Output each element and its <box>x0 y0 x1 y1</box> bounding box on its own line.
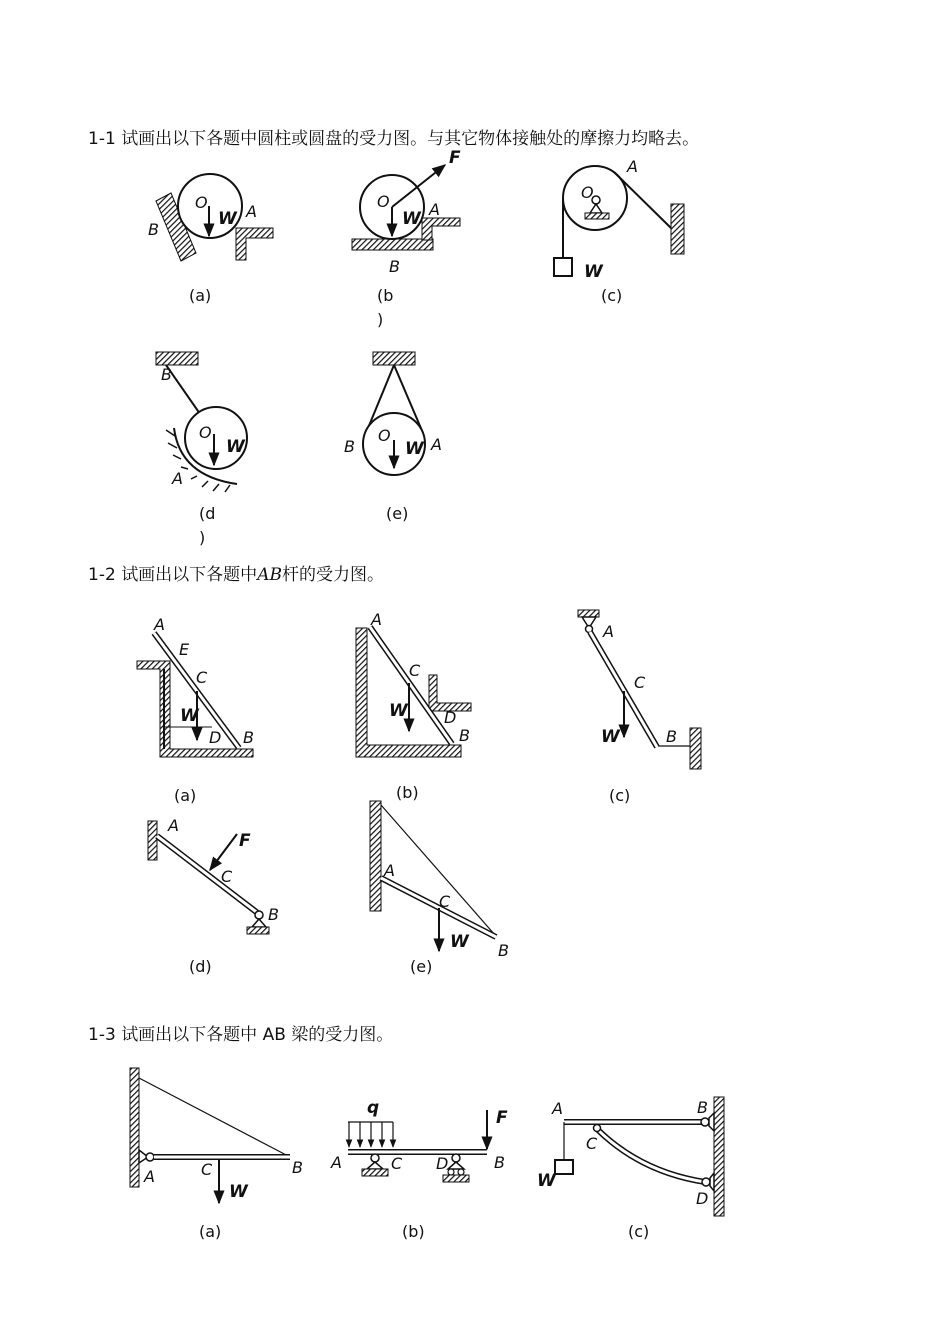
label-C: C <box>221 867 233 886</box>
support-hatch <box>585 213 609 219</box>
label-W: W <box>389 701 408 721</box>
caption-1-3-c: (c) <box>628 1222 650 1241</box>
fig-1-1-e <box>344 352 442 523</box>
caption-1-1-e: (e) <box>386 504 409 523</box>
label-F: F <box>239 831 251 851</box>
problem-1-1-heading: 1-1 试画出以下各题中圆柱或圆盘的受力图。与其它物体接触处的摩擦力均略去。 <box>88 129 700 149</box>
support-hatch-C <box>362 1169 388 1176</box>
pin-support-D <box>710 1173 714 1191</box>
fig-1-2-b <box>356 610 471 802</box>
pin-support-B <box>709 1113 714 1131</box>
pin-D <box>702 1178 710 1186</box>
caption-1-2-e: (e) <box>410 957 433 976</box>
caption-1-1-a: (a) <box>189 286 212 305</box>
label-A: A <box>168 816 179 835</box>
pin-C <box>371 1154 379 1162</box>
label-F: F <box>449 148 461 168</box>
pin-support-C <box>367 1162 383 1169</box>
label-A: A <box>144 1167 155 1186</box>
caption-1-1-d-close: ) <box>199 528 206 547</box>
label-D: D <box>696 1189 709 1208</box>
support-hatch <box>247 927 269 934</box>
ceiling-hatch <box>373 352 415 365</box>
caption-1-1-d: (d <box>199 504 216 523</box>
label-A: A <box>431 435 442 454</box>
caption-1-3-b: (b) <box>402 1222 425 1241</box>
wall-hatch <box>130 1068 139 1187</box>
ceiling-hatch <box>578 610 599 617</box>
label-B: B <box>459 726 470 745</box>
label-O: O <box>195 193 208 212</box>
label-B: B <box>494 1153 505 1172</box>
label-W: W <box>450 932 469 952</box>
caption-1-2-a: (a) <box>174 786 197 805</box>
wall-hatch <box>714 1097 724 1216</box>
wall-hatch <box>370 801 381 911</box>
problem-1-3-heading: 1-3 试画出以下各题中 AB 梁的受力图。 <box>88 1025 394 1045</box>
fig-1-1-d <box>156 352 247 547</box>
fig-1-2-e <box>370 801 509 976</box>
fig-1-1-c <box>554 157 684 305</box>
label-W: W <box>584 262 603 282</box>
label-A: A <box>371 610 382 629</box>
pin-support <box>252 919 266 927</box>
label-B: B <box>389 257 400 276</box>
curved-rod-CD <box>596 1128 705 1182</box>
label-A: A <box>429 200 440 219</box>
wall-hatch <box>671 204 684 254</box>
label-O: O <box>581 183 594 202</box>
label-A: A <box>172 469 183 488</box>
label-W: W <box>226 437 245 457</box>
weight-block <box>555 1160 573 1174</box>
roller-wheel <box>458 1169 464 1175</box>
caption-1-2-c: (c) <box>609 786 631 805</box>
fig-1-2-d <box>148 816 279 976</box>
wall-hatch <box>690 728 701 769</box>
ceiling-hatch <box>156 352 198 365</box>
fig-1-3-c <box>537 1097 724 1241</box>
label-O: O <box>199 423 212 442</box>
label-C: C <box>196 668 208 687</box>
label-A: A <box>552 1099 563 1118</box>
caption-1-1-b: (b <box>377 286 394 305</box>
label-F: F <box>496 1108 508 1128</box>
label-A: A <box>154 615 165 634</box>
label-E: E <box>179 640 190 659</box>
label-W: W <box>405 439 424 459</box>
label-B: B <box>666 727 677 746</box>
pin-C <box>594 1125 601 1132</box>
label-B: B <box>243 728 254 747</box>
label-A: A <box>331 1153 342 1172</box>
pin-A <box>146 1153 154 1161</box>
label-O: O <box>377 192 390 211</box>
roller-support-D <box>448 1162 464 1169</box>
label-q: q <box>367 1098 380 1118</box>
label-C: C <box>439 892 451 911</box>
force-F-arrow <box>210 834 237 870</box>
label-O: O <box>378 426 391 445</box>
fig-1-3-a <box>130 1068 303 1241</box>
step-block-hatch <box>236 228 273 260</box>
label-A: A <box>627 157 638 176</box>
pin-B <box>701 1118 709 1126</box>
label-B: B <box>148 220 159 239</box>
label-C: C <box>586 1134 598 1153</box>
caption-1-2-d: (d) <box>189 957 212 976</box>
label-B: B <box>161 365 172 384</box>
fig-1-2-c <box>578 610 701 805</box>
rope <box>139 1078 290 1157</box>
rod-AB <box>370 627 452 744</box>
label-W: W <box>402 209 421 229</box>
label-W: W <box>537 1171 556 1191</box>
label-B: B <box>292 1158 303 1177</box>
floor-hatch <box>352 239 433 250</box>
curved-rod-CD-outline <box>596 1128 705 1182</box>
label-B: B <box>344 437 355 456</box>
wall-hatch <box>148 821 157 860</box>
caption-1-1-b-close: ) <box>377 310 384 329</box>
label-W: W <box>218 209 237 229</box>
label-C: C <box>409 661 421 680</box>
label-A: A <box>384 861 395 880</box>
caption-1-1-c: (c) <box>601 286 623 305</box>
label-W: W <box>180 706 199 726</box>
label-C: C <box>201 1160 213 1179</box>
caption-1-2-b: (b) <box>396 783 419 802</box>
label-B: B <box>268 905 279 924</box>
label-B: B <box>697 1098 708 1117</box>
fig-1-1-b <box>352 148 461 329</box>
weight-block <box>554 258 572 276</box>
roller-wheel <box>448 1169 454 1175</box>
pin-B <box>255 911 263 919</box>
label-C: C <box>634 673 646 692</box>
label-D: D <box>444 708 457 727</box>
support-hatch-D <box>443 1175 469 1182</box>
step-hatch <box>422 218 460 240</box>
label-C: C <box>391 1154 403 1173</box>
label-A: A <box>246 202 257 221</box>
label-B: B <box>498 941 509 960</box>
fig-1-3-b <box>330 1098 508 1241</box>
label-A: A <box>603 622 614 641</box>
distributed-load-q <box>348 1122 393 1147</box>
label-D: D <box>436 1154 449 1173</box>
label-D: D <box>209 728 222 747</box>
step-hatch <box>429 675 471 711</box>
caption-1-3-a: (a) <box>199 1222 222 1241</box>
fig-1-1-a <box>148 174 273 305</box>
pin-D <box>452 1154 460 1162</box>
label-W: W <box>229 1182 248 1202</box>
problem-1-2-heading: 1-2 试画出以下各题中AB杆的受力图。 <box>88 565 384 585</box>
fig-1-2-a <box>137 615 254 805</box>
label-W: W <box>601 727 620 747</box>
